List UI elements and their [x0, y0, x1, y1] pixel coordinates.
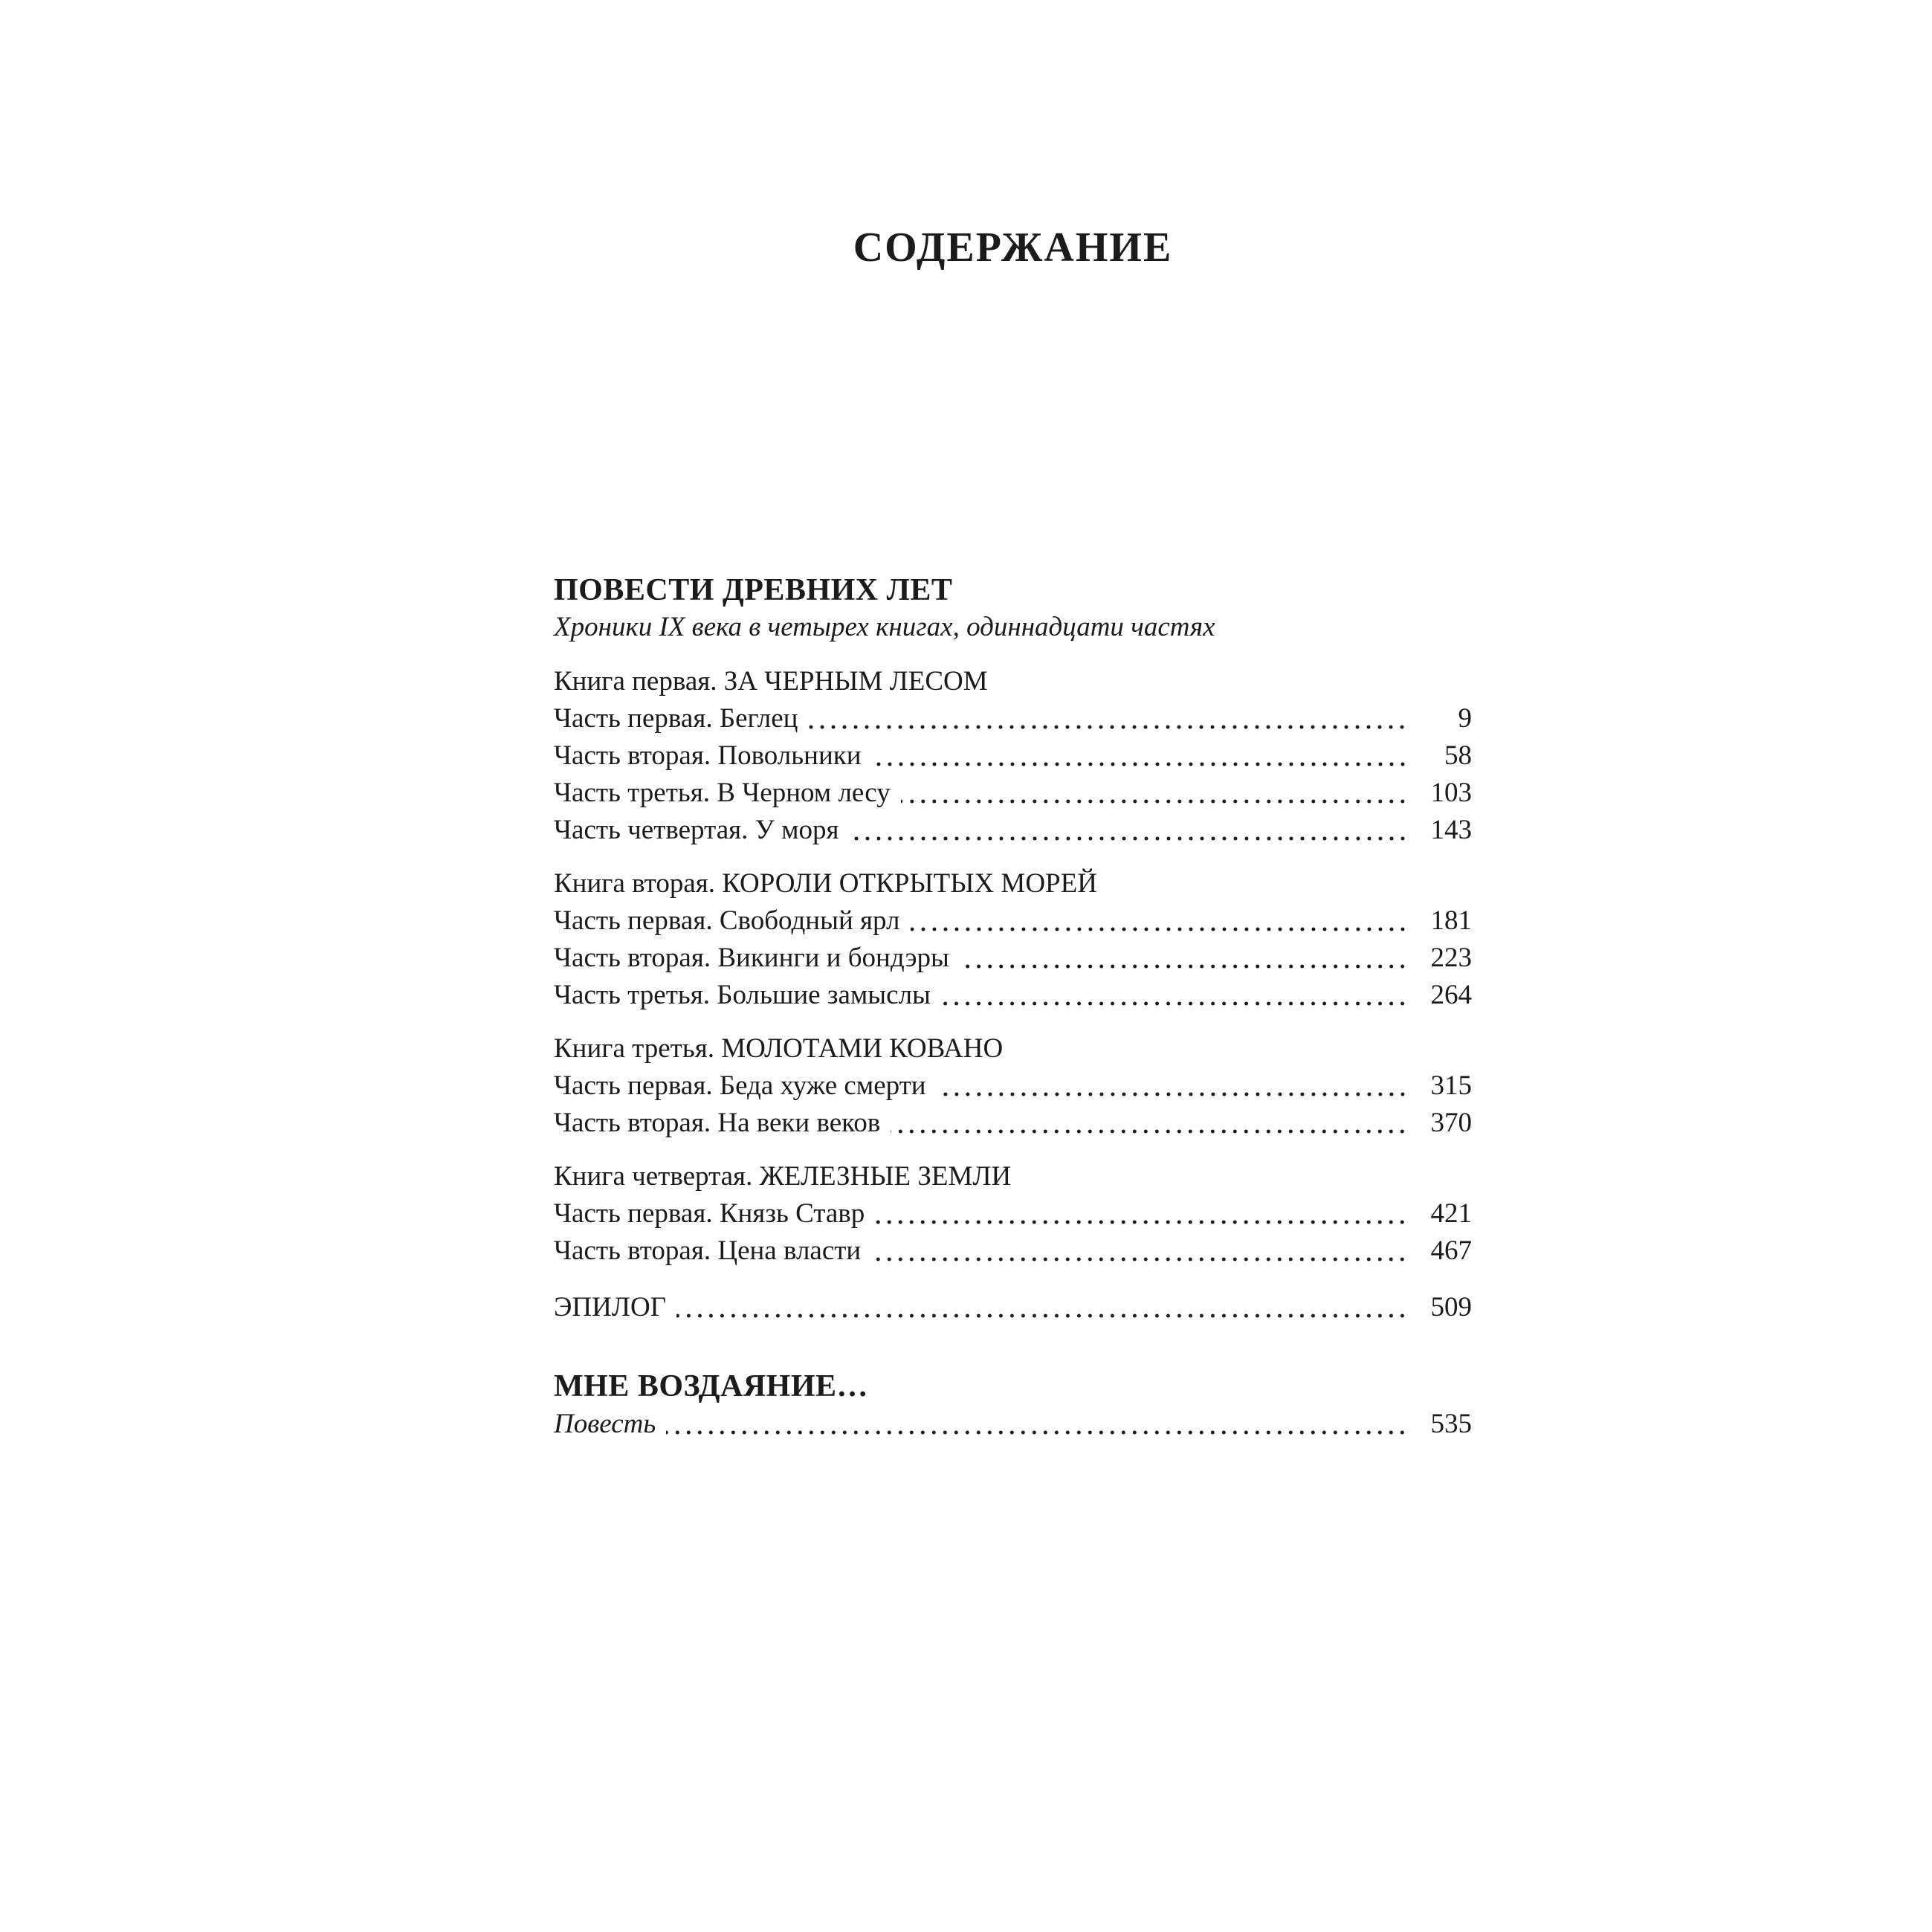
toc-entry	[554, 1067, 1472, 1105]
entry-page: 315	[1430, 1070, 1472, 1101]
work1-subtitle: Хроники IX века в четырех книгах, одиннадцати частях	[554, 612, 1215, 642]
dot-leader	[875, 1218, 1408, 1226]
dot-leader	[666, 1429, 1408, 1436]
dot-leader	[808, 723, 1408, 731]
entry-page: 264	[1430, 980, 1472, 1010]
entry-page: 509	[1430, 1292, 1472, 1322]
entry-label: Часть первая. Князь Ставр	[554, 1198, 865, 1229]
dot-leader	[850, 835, 1408, 842]
entry-page: 9	[1458, 703, 1472, 734]
entry-label: Часть первая. Беглец	[554, 703, 798, 734]
entry-label: Часть третья. В Черном лесу	[554, 778, 891, 808]
entry-label: Часть вторая. Викинги и бондэры	[554, 943, 949, 973]
book4-heading: Книга четвертая. ЖЕЛЕЗНЫЕ ЗЕМЛИ	[554, 1161, 1012, 1192]
toc-entry	[554, 940, 1472, 977]
book3-heading: Книга третья. МОЛОТАМИ КОВАНО	[554, 1033, 1004, 1064]
entry-label: Часть первая. Свободный ярл	[554, 905, 900, 936]
entry-page: 223	[1430, 943, 1472, 973]
toc-entry	[554, 1232, 1472, 1270]
toc-entry-work2	[554, 1406, 1472, 1443]
entry-page: 535	[1430, 1409, 1472, 1439]
toc-entry	[554, 1195, 1472, 1232]
dot-leader	[941, 1000, 1408, 1007]
toc-entry	[554, 700, 1472, 737]
toc-entry	[554, 775, 1472, 812]
entry-page: 58	[1444, 740, 1472, 771]
entry-page: 421	[1430, 1198, 1472, 1229]
entry-page: 103	[1430, 778, 1472, 808]
entry-label: Часть вторая. На веки веков	[554, 1108, 881, 1138]
toc-entry	[554, 1105, 1472, 1142]
work2-title: МНЕ ВОЗДАЯНИЕ…	[554, 1369, 869, 1403]
entry-page: 143	[1430, 815, 1472, 845]
toc-entry	[554, 812, 1472, 849]
entry-label: Повесть	[554, 1409, 656, 1439]
toc-entry	[554, 737, 1472, 775]
dot-leader	[960, 963, 1408, 970]
dot-leader	[891, 1128, 1408, 1135]
dot-leader	[676, 1312, 1408, 1319]
dot-leader	[872, 760, 1408, 768]
entry-label: Часть вторая. Цена власти	[554, 1235, 862, 1266]
entry-label: Часть третья. Большие замыслы	[554, 980, 931, 1010]
entry-page: 181	[1430, 905, 1472, 936]
dot-leader	[901, 798, 1408, 805]
entry-label: ЭПИЛОГ	[554, 1292, 667, 1322]
work1-title: ПОВЕСТИ ДРЕВНИХ ЛЕТ	[554, 573, 953, 607]
entry-label: Часть вторая. Повольники	[554, 740, 862, 771]
dot-leader	[871, 1256, 1408, 1263]
toc-entry	[554, 977, 1472, 1014]
page-title: СОДЕРЖАНИЕ	[853, 224, 1173, 271]
dot-leader	[911, 925, 1408, 933]
toc-entry-epilog	[554, 1289, 1472, 1326]
entry-page: 370	[1430, 1108, 1472, 1138]
entry-label: Часть первая. Беда хуже смерти	[554, 1070, 926, 1101]
dot-leader	[937, 1091, 1408, 1098]
book1-heading: Книга первая. ЗА ЧЕРНЫМ ЛЕСОМ	[554, 666, 988, 697]
book2-heading: Книга вторая. КОРОЛИ ОТКРЫТЫХ МОРЕЙ	[554, 868, 1097, 899]
table-of-contents	[554, 571, 1472, 1443]
toc-entry	[554, 902, 1472, 940]
entry-label: Часть четвертая. У моря	[554, 815, 839, 845]
entry-page: 467	[1430, 1235, 1472, 1266]
